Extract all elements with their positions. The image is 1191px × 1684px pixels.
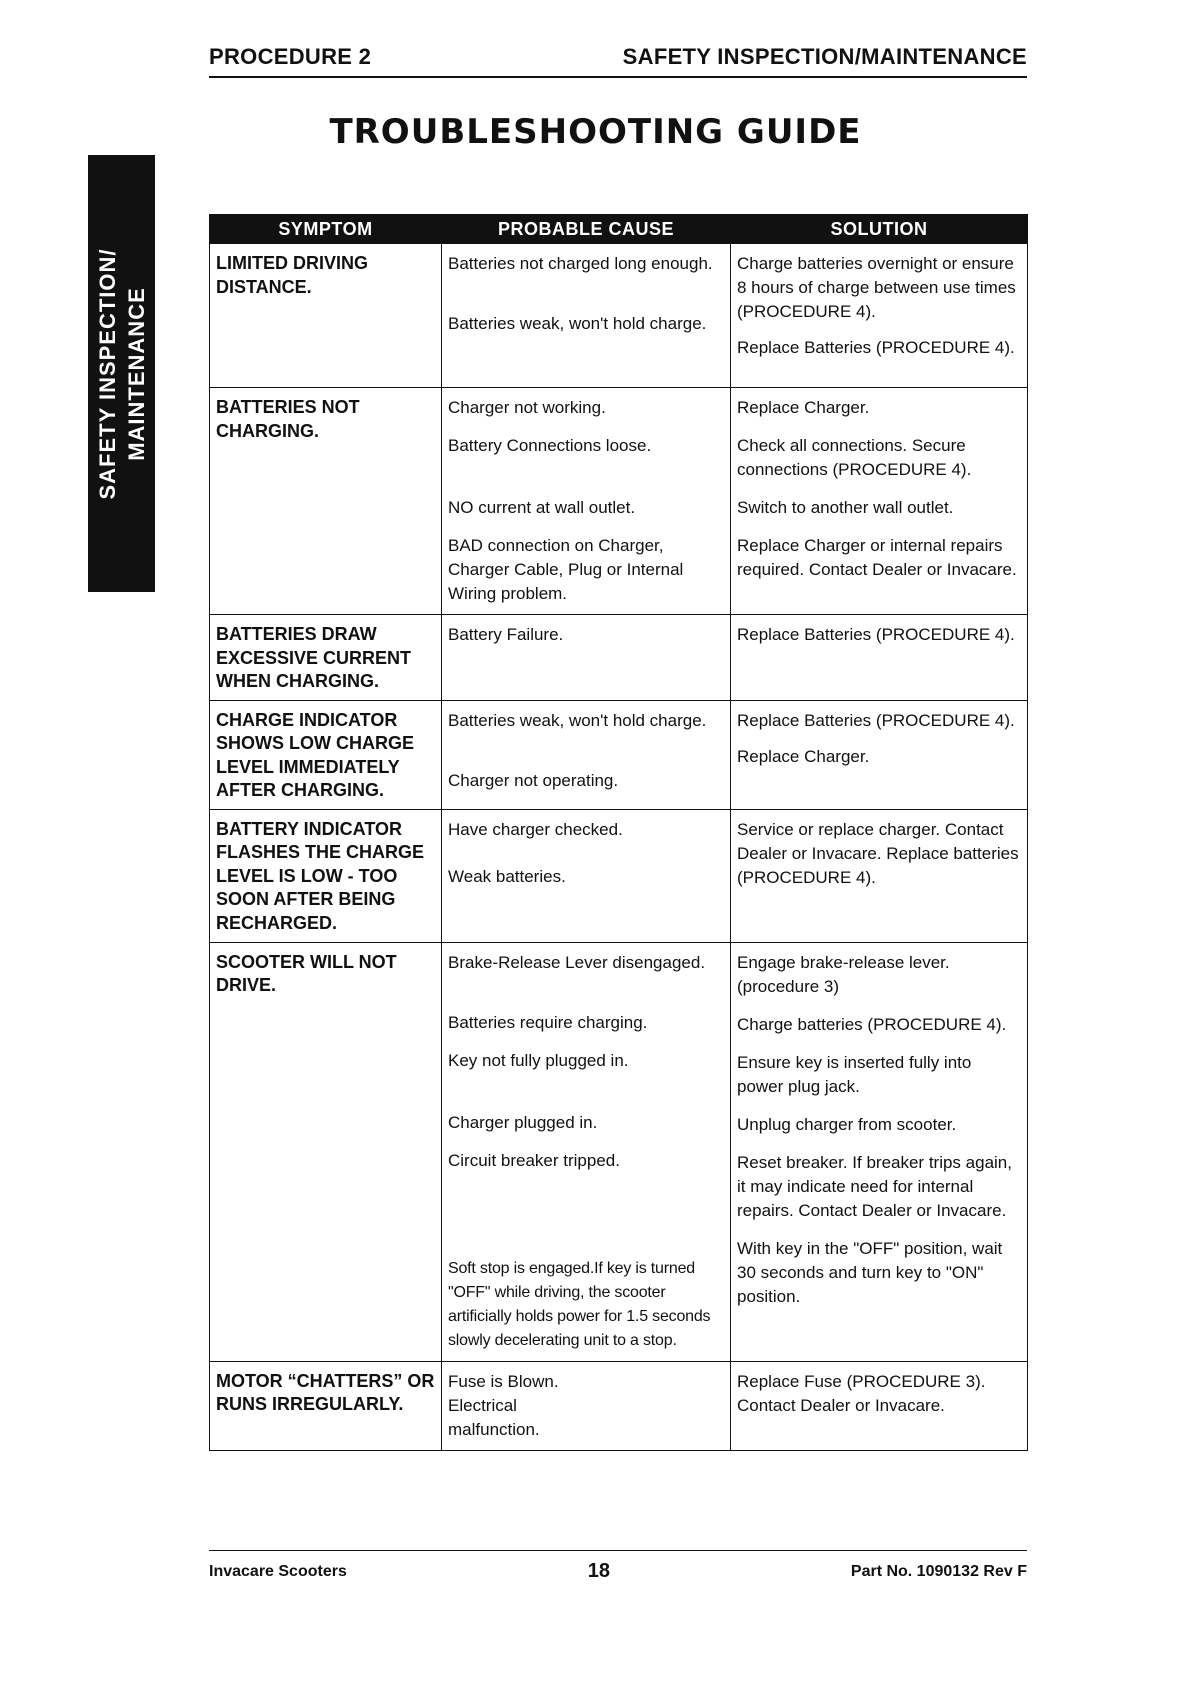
table-row [210,1361,1028,1450]
cause-item: Battery Failure. [448,625,564,644]
symptom-cell: BATTERIES NOT CHARGING. [210,388,442,615]
cause-item: Soft stop is engaged.If key is turned "OFF" while driving, the scooter artificially holds power for 1.5 seconds slowly decelerating unit to a stop. [448,1259,711,1349]
column-header-symptom: SYMPTOM [210,215,442,244]
troubleshooting-table [209,214,1028,1451]
solution-cell [731,244,1028,388]
solution-cell [731,388,1028,615]
symptom-cell: SCOOTER WILL NOT DRIVE. [210,942,442,1361]
symptom-cell: BATTERY INDICATOR FLASHES THE CHARGE LEVEL IS LOW - TOO SOON AFTER BEING RECHARGED. [210,809,442,942]
solution-item: Replace Charger. [737,746,870,766]
cause-item: Weak batteries. [448,866,566,886]
solution-item: Replace Batteries (PROCEDURE 4). [737,710,1015,730]
solution-item: Service or replace charger. Contact Dealer or Invacare. Replace batteries (PROCEDURE 4). [737,819,1019,887]
page-title: TROUBLESHOOTING GUIDE [329,112,862,152]
cause-item: Batteries require charging. [448,1012,648,1032]
table-row [210,388,1028,615]
symptom-cell: BATTERIES DRAW EXCESSIVE CURRENT WHEN CHARGING. [210,615,442,701]
solution-item: Replace Batteries (PROCEDURE 4). [737,338,1015,357]
cause-cell [442,244,731,388]
symptom-cell: LIMITED DRIVING DISTANCE. [210,244,442,388]
symptom-cell: MOTOR “CHATTERS” OR RUNS IRREGULARLY. [210,1361,442,1450]
table-row [210,809,1028,942]
cause-item: Batteries weak, won't hold charge. [448,710,707,730]
footer-brand: Invacare Scooters [209,1563,347,1580]
page-footer [209,1550,1027,1583]
solution-cell [731,809,1028,942]
cause-cell [442,700,731,809]
solution-item: Replace Batteries (PROCEDURE 4). [737,625,1015,644]
solution-item: Charge batteries overnight or ensure 8 hours of charge between use times (PROCEDURE 4). [737,254,1016,321]
table-header-row [210,215,1028,244]
solution-item: Unplug charger from scooter. [737,1114,957,1134]
solution-item: Replace Charger. [737,398,870,417]
cause-item: Have charger checked. [448,819,623,839]
page-number: 18 [587,1560,610,1582]
section-side-tab [88,155,155,592]
solution-cell [731,615,1028,701]
cause-item: Circuit breaker tripped. [448,1150,620,1170]
solution-item: Ensure key is inserted fully into power plug jack. [737,1052,972,1096]
table-row [210,615,1028,701]
symptom-cell: CHARGE INDICATOR SHOWS LOW CHARGE LEVEL IMMEDIATELY AFTER CHARGING. [210,700,442,809]
cause-item: Fuse is Blown. Electrical malfunction. [448,1371,559,1439]
cause-item: NO current at wall outlet. [448,498,636,517]
column-header-cause: PROBABLE CAUSE [442,215,731,244]
cause-item: BAD connection on Charger, Charger Cable, Plug or Internal Wiring problem. [448,536,684,603]
solution-cell [731,1361,1028,1450]
header-procedure: PROCEDURE 2 [209,44,372,69]
cause-item: Key not fully plugged in. [448,1050,629,1070]
table-row [210,942,1028,1361]
solution-item: Check all connections. Secure connections (PROCEDURE 4). [737,436,972,479]
cause-item: Batteries weak, won't hold charge. [448,314,707,333]
cause-item: Charger plugged in. [448,1112,598,1132]
table-row [210,244,1028,388]
header-section: SAFETY INSPECTION/MAINTENANCE [622,44,1027,69]
solution-item: Replace Fuse (PROCEDURE 3). Contact Dealer or Invacare. [737,1371,986,1415]
cause-cell [442,388,731,615]
cause-item: Brake-Release Lever disengaged. [448,952,706,972]
cause-item: Battery Connections loose. [448,436,652,455]
cause-cell [442,615,731,701]
cause-item: Charger not operating. [448,770,619,790]
cause-item: Charger not working. [448,398,606,417]
table-row [210,700,1028,809]
column-header-solution: SOLUTION [731,215,1028,244]
solution-cell [731,700,1028,809]
solution-item: Engage brake-release lever. (procedure 3) [737,952,950,996]
solution-item: Replace Charger or internal repairs required. Contact Dealer or Invacare. [737,536,1017,579]
solution-item: Reset breaker. If breaker trips again, it may indicate need for internal repairs. Contact Dealer or Invacare. [737,1152,1012,1220]
footer-part-number: Part No. 1090132 Rev F [850,1563,1027,1580]
solution-item: Switch to another wall outlet. [737,498,954,517]
side-tab-line2: MAINTENANCE [123,286,149,461]
cause-cell [442,1361,731,1450]
solution-item: Charge batteries (PROCEDURE 4). [737,1014,1007,1034]
cause-cell [442,942,731,1361]
cause-item: Batteries not charged long enough. [448,254,713,273]
side-tab-line1: SAFETY INSPECTION/ [94,247,120,500]
solution-item: With key in the "OFF" position, wait 30 seconds and turn key to "ON" position. [737,1238,1003,1306]
solution-cell [731,942,1028,1361]
cause-cell [442,809,731,942]
page-header [209,44,1027,78]
